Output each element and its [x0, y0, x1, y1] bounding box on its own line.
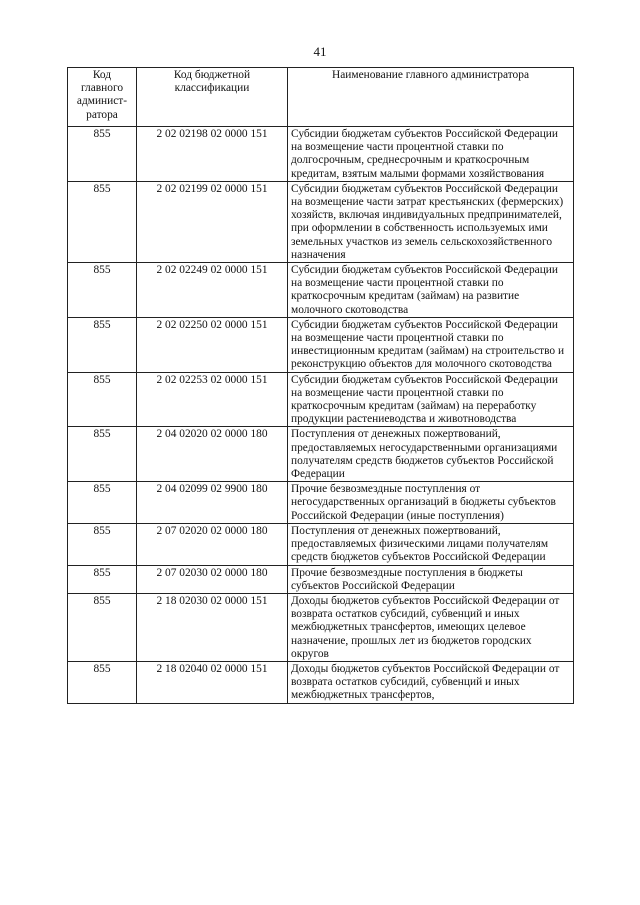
header-admin-name: Наименование главного администратора	[288, 68, 574, 127]
cell-admin-name: Субсидии бюджетам субъектов Российской Федерации на возмещение части процентной ставки по инвестиционным кредитам (займам) на строительство и реконструкцию объектов для молочного скотоводства	[288, 317, 574, 372]
cell-kbk: 2 04 02099 02 9900 180	[137, 482, 288, 524]
table-row	[68, 427, 574, 482]
cell-kbk: 2 02 02199 02 0000 151	[137, 181, 288, 262]
cell-admin-name: Прочие безвозмездные поступления от негосударственных организаций в бюджеты субъектов Российской Федерации (иные поступления)	[288, 482, 574, 524]
cell-kbk: 2 02 02250 02 0000 151	[137, 317, 288, 372]
cell-admin-name: Поступления от денежных пожертвований, предоставляемых физическими лицами получателям средств бюджетов субъектов Российской Федерации	[288, 523, 574, 565]
budget-classification-table	[67, 67, 574, 704]
cell-admin-name: Поступления от денежных пожертвований, предоставляемых негосударственными организациями получателям средств бюджетов субъектов Российской Федерации	[288, 427, 574, 482]
table-row	[68, 482, 574, 524]
table-row	[68, 263, 574, 318]
cell-admin-name: Прочие безвозмездные поступления в бюджеты субъектов Российской Федерации	[288, 565, 574, 593]
cell-kbk: 2 07 02020 02 0000 180	[137, 523, 288, 565]
table-row	[68, 372, 574, 427]
cell-admin-code: 855	[68, 372, 137, 427]
header-kbk: Код бюджетной классификации	[137, 68, 288, 127]
table-row	[68, 593, 574, 661]
cell-kbk: 2 02 02249 02 0000 151	[137, 263, 288, 318]
cell-admin-code: 855	[68, 127, 137, 182]
cell-admin-code: 855	[68, 565, 137, 593]
table-header-row	[68, 68, 574, 127]
table-row	[68, 181, 574, 262]
cell-kbk: 2 18 02040 02 0000 151	[137, 661, 288, 703]
cell-admin-code: 855	[68, 181, 137, 262]
table-row	[68, 317, 574, 372]
table-row	[68, 661, 574, 703]
cell-admin-name: Субсидии бюджетам субъектов Российской Федерации на возмещение части процентной ставки по краткосрочным кредитам (займам) на переработку продукции растениеводства и животноводства	[288, 372, 574, 427]
cell-admin-code: 855	[68, 317, 137, 372]
table-row	[68, 523, 574, 565]
cell-admin-name: Субсидии бюджетам субъектов Российской Федерации на возмещение части процентной ставки по долгосрочным, среднесрочным и краткосрочным кредитам, взятым малыми формами хозяйствования	[288, 127, 574, 182]
cell-kbk: 2 04 02020 02 0000 180	[137, 427, 288, 482]
cell-kbk: 2 07 02030 02 0000 180	[137, 565, 288, 593]
cell-admin-code: 855	[68, 523, 137, 565]
header-admin-code: Код главного админист-ратора	[68, 68, 137, 127]
page-number: 41	[313, 44, 327, 59]
cell-kbk: 2 02 02253 02 0000 151	[137, 372, 288, 427]
cell-admin-name: Субсидии бюджетам субъектов Российской Федерации на возмещение части процентной ставки по краткосрочным кредитам (займам) на развитие молочного скотоводства	[288, 263, 574, 318]
cell-admin-name: Доходы бюджетов субъектов Российской Федерации от возврата остатков субсидий, субвенций и иных межбюджетных трансфертов, имеющих целевое назначение, прошлых лет из бюджетов городских округов	[288, 593, 574, 661]
cell-admin-code: 855	[68, 593, 137, 661]
cell-admin-code: 855	[68, 263, 137, 318]
cell-kbk: 2 18 02030 02 0000 151	[137, 593, 288, 661]
cell-admin-code: 855	[68, 427, 137, 482]
table-row	[68, 127, 574, 182]
cell-admin-code: 855	[68, 661, 137, 703]
cell-admin-name: Доходы бюджетов субъектов Российской Федерации от возврата остатков субсидий, субвенций и иных межбюджетных трансфертов,	[288, 661, 574, 703]
table-row	[68, 565, 574, 593]
cell-kbk: 2 02 02198 02 0000 151	[137, 127, 288, 182]
cell-admin-name: Субсидии бюджетам субъектов Российской Федерации на возмещение части затрат крестьянских (фермерских) хозяйств, включая индивидуальных предпринимателей, при оформлении в собственность используемых ими земельных участков из земель сельскохозяйственного назначения	[288, 181, 574, 262]
cell-admin-code: 855	[68, 482, 137, 524]
